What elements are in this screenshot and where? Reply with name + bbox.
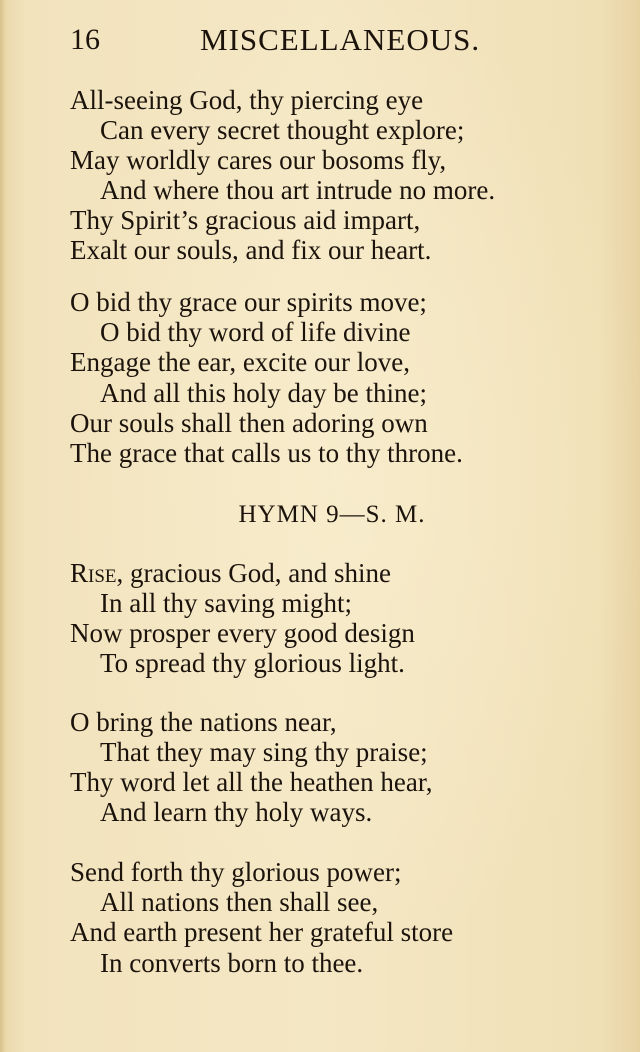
verse-line: Engage the ear, excite our love, <box>70 347 411 377</box>
page-number: 16 <box>70 23 100 56</box>
verse-line: In converts born to thee. <box>100 948 364 978</box>
verse-line: O bid thy word of life divine <box>100 317 411 347</box>
verse-line <box>70 558 391 588</box>
first-word: Rise <box>70 558 117 588</box>
verse-line: And all this holy day be thine; <box>100 378 427 408</box>
verse-line: May worldly cares our bosoms fly, <box>70 145 447 175</box>
verse-line: In all thy saving might; <box>100 588 352 618</box>
verse-line: To spread thy glorious light. <box>100 648 405 678</box>
verse-line: Exalt our souls, and fix our heart. <box>70 235 432 265</box>
verse-line: The grace that calls us to thy throne. <box>70 438 463 468</box>
verse-line: Now prosper every good design <box>70 618 415 648</box>
verse-line: Our souls shall then adoring own <box>70 408 428 438</box>
verse-line: All-seeing God, thy piercing eye <box>70 85 424 115</box>
verse-line: That they may sing thy praise; <box>100 737 428 767</box>
hymn-heading-text: HYMN 9—S. M. <box>238 501 426 528</box>
verse-line: O bring the nations near, <box>70 707 337 737</box>
verse-line-rest: , gracious God, and shine <box>116 558 391 588</box>
verse-line: Thy word let all the heathen hear, <box>70 767 433 797</box>
verse-line: And where thou art intrude no more. <box>100 175 496 205</box>
hymn-heading <box>0 500 640 530</box>
running-head: MISCELLANEOUS. <box>200 22 481 57</box>
verse-line: Can every secret thought explore; <box>100 115 465 145</box>
verse-line: And learn thy holy ways. <box>100 797 373 827</box>
verse-line: O bid thy grace our spirits move; <box>70 287 427 317</box>
verse-line: And earth present her grateful store <box>70 917 454 947</box>
verse-line: All nations then shall see, <box>100 887 379 917</box>
verse-line: Send forth thy glorious power; <box>70 857 402 887</box>
verse-line: Thy Spirit’s gracious aid impart, <box>70 205 421 235</box>
page-header <box>70 18 590 62</box>
